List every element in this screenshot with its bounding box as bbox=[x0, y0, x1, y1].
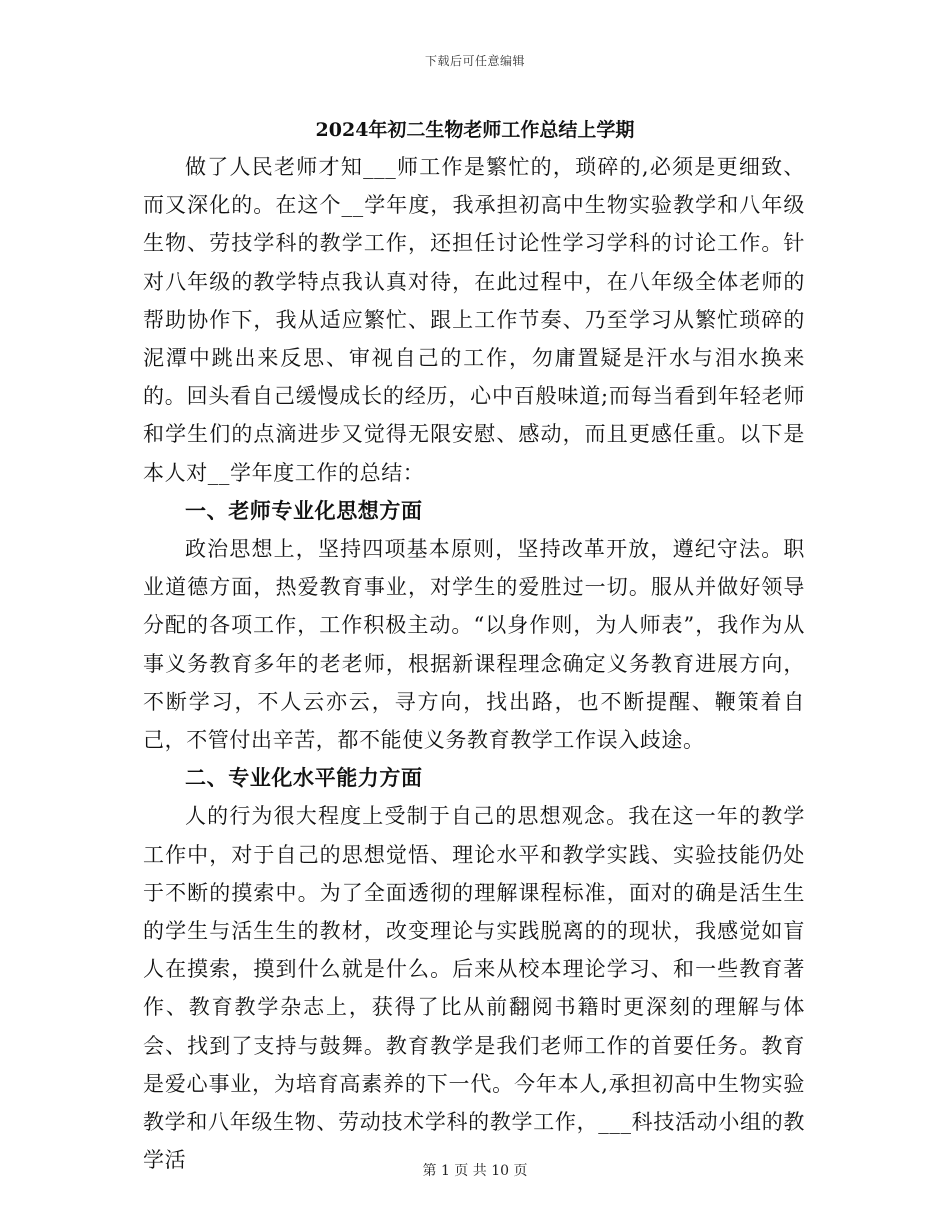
section-heading-2: 二、专业化水平能力方面 bbox=[185, 765, 423, 791]
page-title: 2024年初二生物老师工作总结上学期 bbox=[315, 119, 635, 141]
intro-paragraph: 做了人民老师才知___师工作是繁忙的，琐碎的,必须是更细致、而又深化的。在这个__学年度，我承担初高中生物实验教学和八年级生物、劳技学科的教学工作，还担任讨论性学习学科的讨论工作。针对八年级的教学特点我认真对待，在此过程中，在八年级全体老师的帮助协作下，我从适应繁忙、跟上工作节奏、乃至学习从繁忙琐碎的泥潭中跳出来反思、审视自己的工作，勿庸置疑是汗水与泪水换来的。回头看自己缓慢成长的经历，心中百般味道;而每当看到年轻老师和学生们的点滴进步又觉得无限安慰、感动，而且更感任重。以下是本人对__学年度工作的总结： bbox=[143, 155, 805, 485]
document-body bbox=[143, 148, 805, 1179]
section-paragraph-1: 政治思想上，坚持四项基本原则，坚持改革开放，遵纪守法。职业道德方面，热爱教育事业，对学生的爱胜过一切。服从并做好领导分配的各项工作，工作积极主动。“以身作则，为人师表”，我作为从事义务教育多年的老老师，根据新课程理念确定义务教育进展方向，不断学习，不人云亦云，寻方向，找出路，也不断提醒、鞭策着自己，不管付出辛苦，都不能使义务教育教学工作误入歧途。 bbox=[143, 537, 805, 753]
section-heading-1: 一、老师专业化思想方面 bbox=[185, 497, 423, 523]
section-paragraph-2: 人的行为很大程度上受制于自己的思想观念。我在这一年的教学工作中，对于自己的思想觉悟、理论水平和教学实践、实验技能仍处于不断的摸索中。为了全面透彻的理解课程标准，面对的确是活生生的学生与活生生的教材，改变理论与实践脱离的的现状，我感觉如盲人在摸索，摸到什么就是什么。后来从校本理论学习、和一些教育著作、教育教学杂志上，获得了比从前翻阅书籍时更深刻的理解与体会、找到了支持与鼓舞。教育教学是我们老师工作的首要任务。教育是爱心事业，为培育高素养的下一代。今年本人,承担初高中生物实验教学和八年级生物、劳动技术学科的教学工作，___科技活动小组的教学活 bbox=[143, 804, 805, 1173]
page-number: 第 1 页 共 10 页 bbox=[422, 1163, 528, 1179]
page-header-note: 下载后可任意编辑 bbox=[424, 54, 525, 68]
